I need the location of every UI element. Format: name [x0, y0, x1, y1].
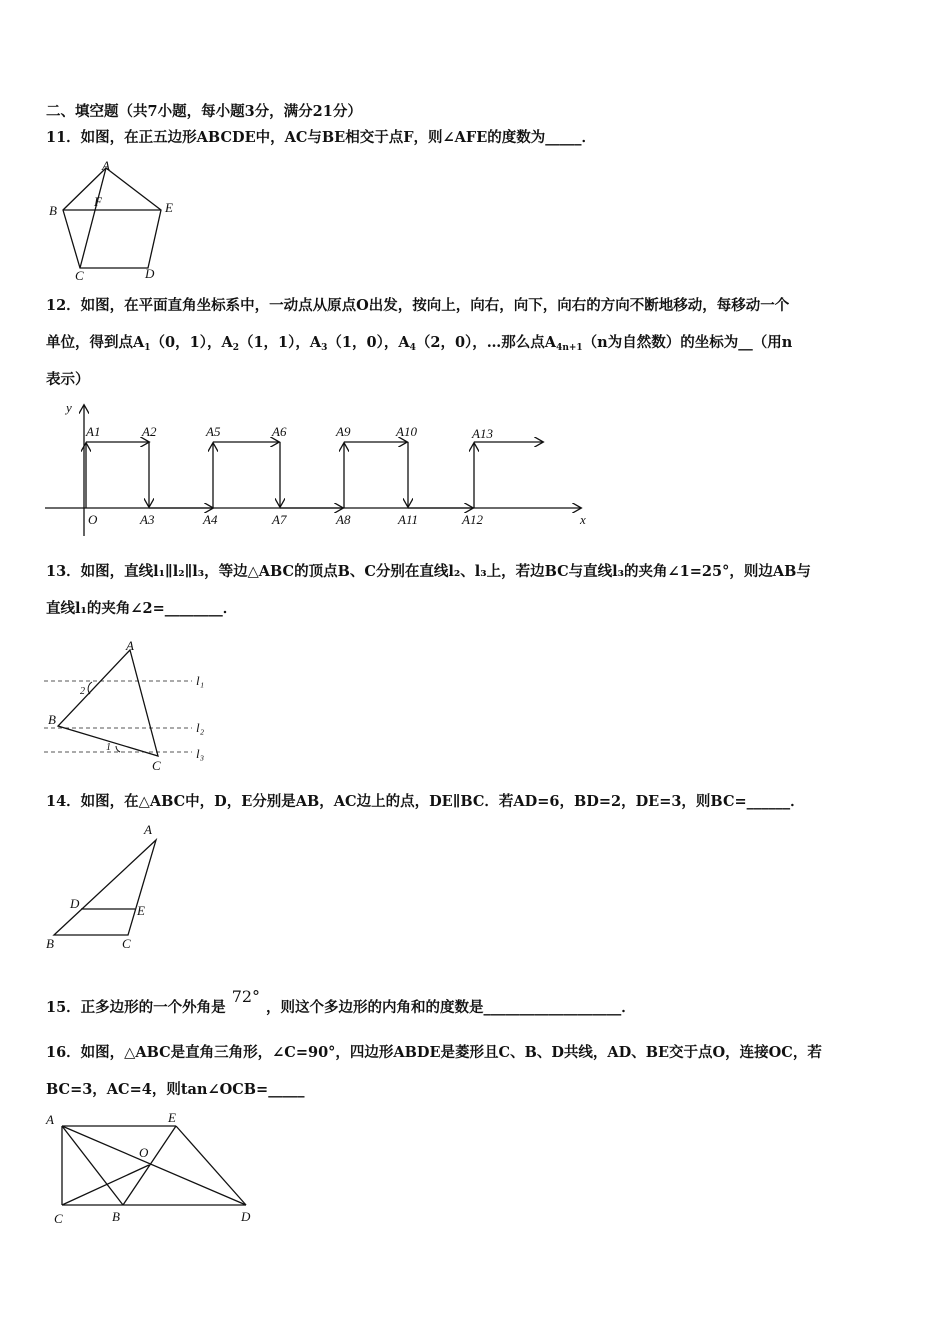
question-11-text: 11．如图，在正五边形ABCDE中，AC与BE相交于点F，则∠AFE的度数为_____．	[46, 129, 597, 146]
q15-text-a: 15．正多边形的一个外角是	[46, 999, 226, 1016]
q12-label-a5: A5	[206, 424, 221, 439]
q12-label-a10: A10	[396, 424, 417, 439]
q12-text-f: （n为自然数）的坐标为__（用n	[582, 334, 793, 351]
q14-triangle-figure	[44, 820, 174, 956]
question-12-line2	[46, 333, 792, 358]
q11-label-a: A	[102, 158, 110, 173]
q16-rhombus-figure	[40, 1108, 270, 1232]
q12-label-a1: A1	[86, 424, 101, 439]
question-13-line2: 直线l₁的夹角∠2=________．	[46, 600, 238, 617]
question-13-line1: 13．如图，直线l₁∥l₂∥l₃，等边△ABC的顶点B、C分别在直线l₂、l₃上，若边BC与直线l₃的夹角∠1=25°，则边AB与	[46, 563, 811, 580]
q13-label-l2: l₂	[196, 720, 205, 735]
question-16-line1: 16．如图，△ABC是直角三角形，∠C=90°，四边形ABDE是菱形且C、B、D共线，AD、BE交于点O，连接OC，若	[46, 1044, 822, 1061]
q11-label-b: B	[49, 203, 57, 218]
q16-label-o: O	[139, 1145, 149, 1160]
question-15-text	[46, 987, 636, 1018]
q12-text-b: （0，1），A	[150, 334, 233, 351]
q14-label-a: A	[144, 822, 152, 837]
section-title: 二、填空题（共7小题，每小题3分，满分21分）	[46, 103, 362, 120]
q16-label-d: D	[241, 1209, 251, 1224]
q12-coordinate-figure	[40, 396, 600, 541]
q16-label-b: B	[112, 1209, 120, 1224]
q12-text-d: （1，0），A	[327, 334, 410, 351]
q12-sub-4: 4	[409, 343, 416, 353]
q12-label-a2: A2	[142, 424, 157, 439]
q14-label-d: D	[70, 896, 80, 911]
q11-label-c: C	[75, 268, 84, 282]
q16-label-c: C	[54, 1211, 63, 1226]
q11-label-e: E	[165, 200, 173, 215]
q16-label-e: E	[168, 1110, 176, 1125]
q15-angle: 72°	[231, 987, 261, 1006]
q12-label-a12: A12	[462, 512, 483, 527]
q12-label-a9: A9	[336, 424, 351, 439]
q12-sub-3: 3	[321, 343, 328, 353]
q14-label-c: C	[122, 936, 131, 951]
q12-label-y: y	[66, 400, 72, 415]
q16-label-a: A	[46, 1112, 54, 1127]
q11-label-f: F	[94, 194, 102, 209]
question-12-line1: 12．如图，在平面直角坐标系中，一动点从原点O出发，按向上，向右，向下，向右的方向不断地移动，每移动一个	[46, 297, 790, 314]
q11-pentagon-figure	[44, 158, 194, 282]
q12-sub-1: 1	[144, 343, 151, 353]
q12-label-a8: A8	[336, 512, 351, 527]
q11-label-d: D	[145, 266, 155, 281]
question-16-line2: BC=3，AC=4，则tan∠OCB=_____	[46, 1081, 305, 1098]
q12-text-a: 单位，得到点A	[46, 334, 145, 351]
q12-label-a3: A3	[140, 512, 155, 527]
q13-parallel-lines-figure	[44, 636, 224, 774]
q12-label-a11: A11	[398, 512, 418, 527]
q13-label-angle1: 1	[106, 742, 111, 753]
q12-label-o: O	[88, 512, 98, 527]
q13-label-a: A	[126, 638, 134, 653]
q12-text-e: （2，0），…那么点A	[415, 334, 557, 351]
q13-label-l1: l₁	[196, 673, 205, 688]
q13-label-l3: l₃	[196, 746, 205, 761]
question-14-text: 14．如图，在△ABC中，D，E分别是AB，AC边上的点，DE∥BC．若AD=6，BD=2，DE=3，则BC=______．	[46, 793, 805, 810]
q14-label-e: E	[137, 903, 145, 918]
q12-label-a6: A6	[272, 424, 287, 439]
q12-label-x: x	[580, 512, 586, 527]
q12-label-a13: A13	[472, 426, 493, 441]
q13-label-b: B	[48, 712, 56, 727]
q13-label-c: C	[152, 758, 161, 773]
question-12-line3: 表示）	[46, 371, 90, 388]
q12-sub-2: 2	[232, 343, 239, 353]
q12-label-a7: A7	[272, 512, 287, 527]
q12-text-c: （1，1），A	[238, 334, 322, 351]
q12-sub-4n1: 4n+1	[556, 343, 583, 353]
q14-label-b: B	[46, 936, 54, 951]
q12-label-a4: A4	[203, 512, 218, 527]
q15-text-b: ，则这个多边形的内角和的度数是___________________．	[266, 999, 636, 1016]
q13-label-angle2: 2	[80, 686, 85, 697]
